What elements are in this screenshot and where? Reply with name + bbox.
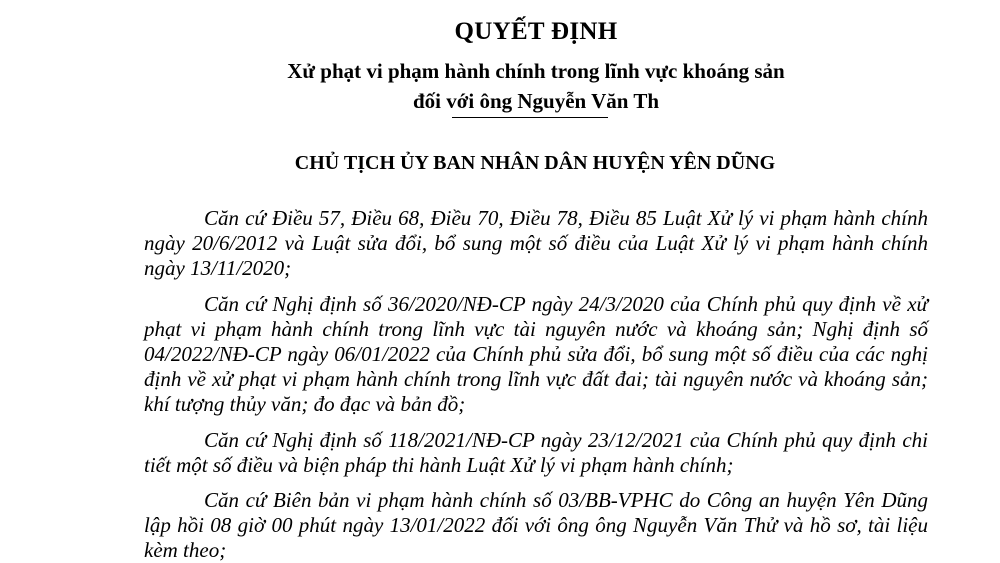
legal-basis-paragraph-4: Căn cứ Biên bản vi phạm hành chính số 03/BB-VPHC do Công an huyện Yên Dũng lập hồi 08 giờ 00 phút ngày 13/01/2022 đối với ông ông Nguyễn Văn Thử và hồ sơ, tài liệu kèm theo; (144, 488, 928, 562)
subtitle-underline (452, 117, 608, 118)
legal-basis-paragraph-1: Căn cứ Điều 57, Điều 68, Điều 70, Điều 78, Điều 85 Luật Xử lý vi phạm hành chính ngày 20/6/2012 và Luật sửa đổi, bổ sung một số điều của Luật Xử lý vi phạm hành chính ngày 13/11/2020; (144, 206, 928, 280)
issuing-authority: CHỦ TỊCH ỦY BAN NHÂN DÂN HUYỆN YÊN DŨNG (294, 152, 776, 174)
document-subtitle-line2: đối với ông Nguyễn Văn Th (412, 89, 660, 113)
document-title: QUYẾT ĐỊNH (454, 18, 618, 45)
legal-basis-paragraph-3: Căn cứ Nghị định số 118/2021/NĐ-CP ngày 23/12/2021 của Chính phủ quy định chi tiết một số điều và biện pháp thi hành Luật Xử lý vi phạm hành chính; (144, 428, 928, 477)
legal-basis-paragraph-2: Căn cứ Nghị định số 36/2020/NĐ-CP ngày 24/3/2020 của Chính phủ quy định về xử phạt vi phạm hành chính trong lĩnh vực tài nguyên nước và khoáng sản; Nghị định số 04/2022/NĐ-CP ngày 06/01/2022 của Chính phủ sửa đổi, bổ sung một số điều của các nghị định về xử phạt vi phạm hành chính trong lĩnh vực đất đai; tài nguyên nước và khoáng sản; khí tượng thủy văn; đo đạc và bản đồ; (144, 292, 928, 416)
document-subtitle-line1: Xử phạt vi phạm hành chính trong lĩnh vực khoáng sản (287, 59, 785, 83)
